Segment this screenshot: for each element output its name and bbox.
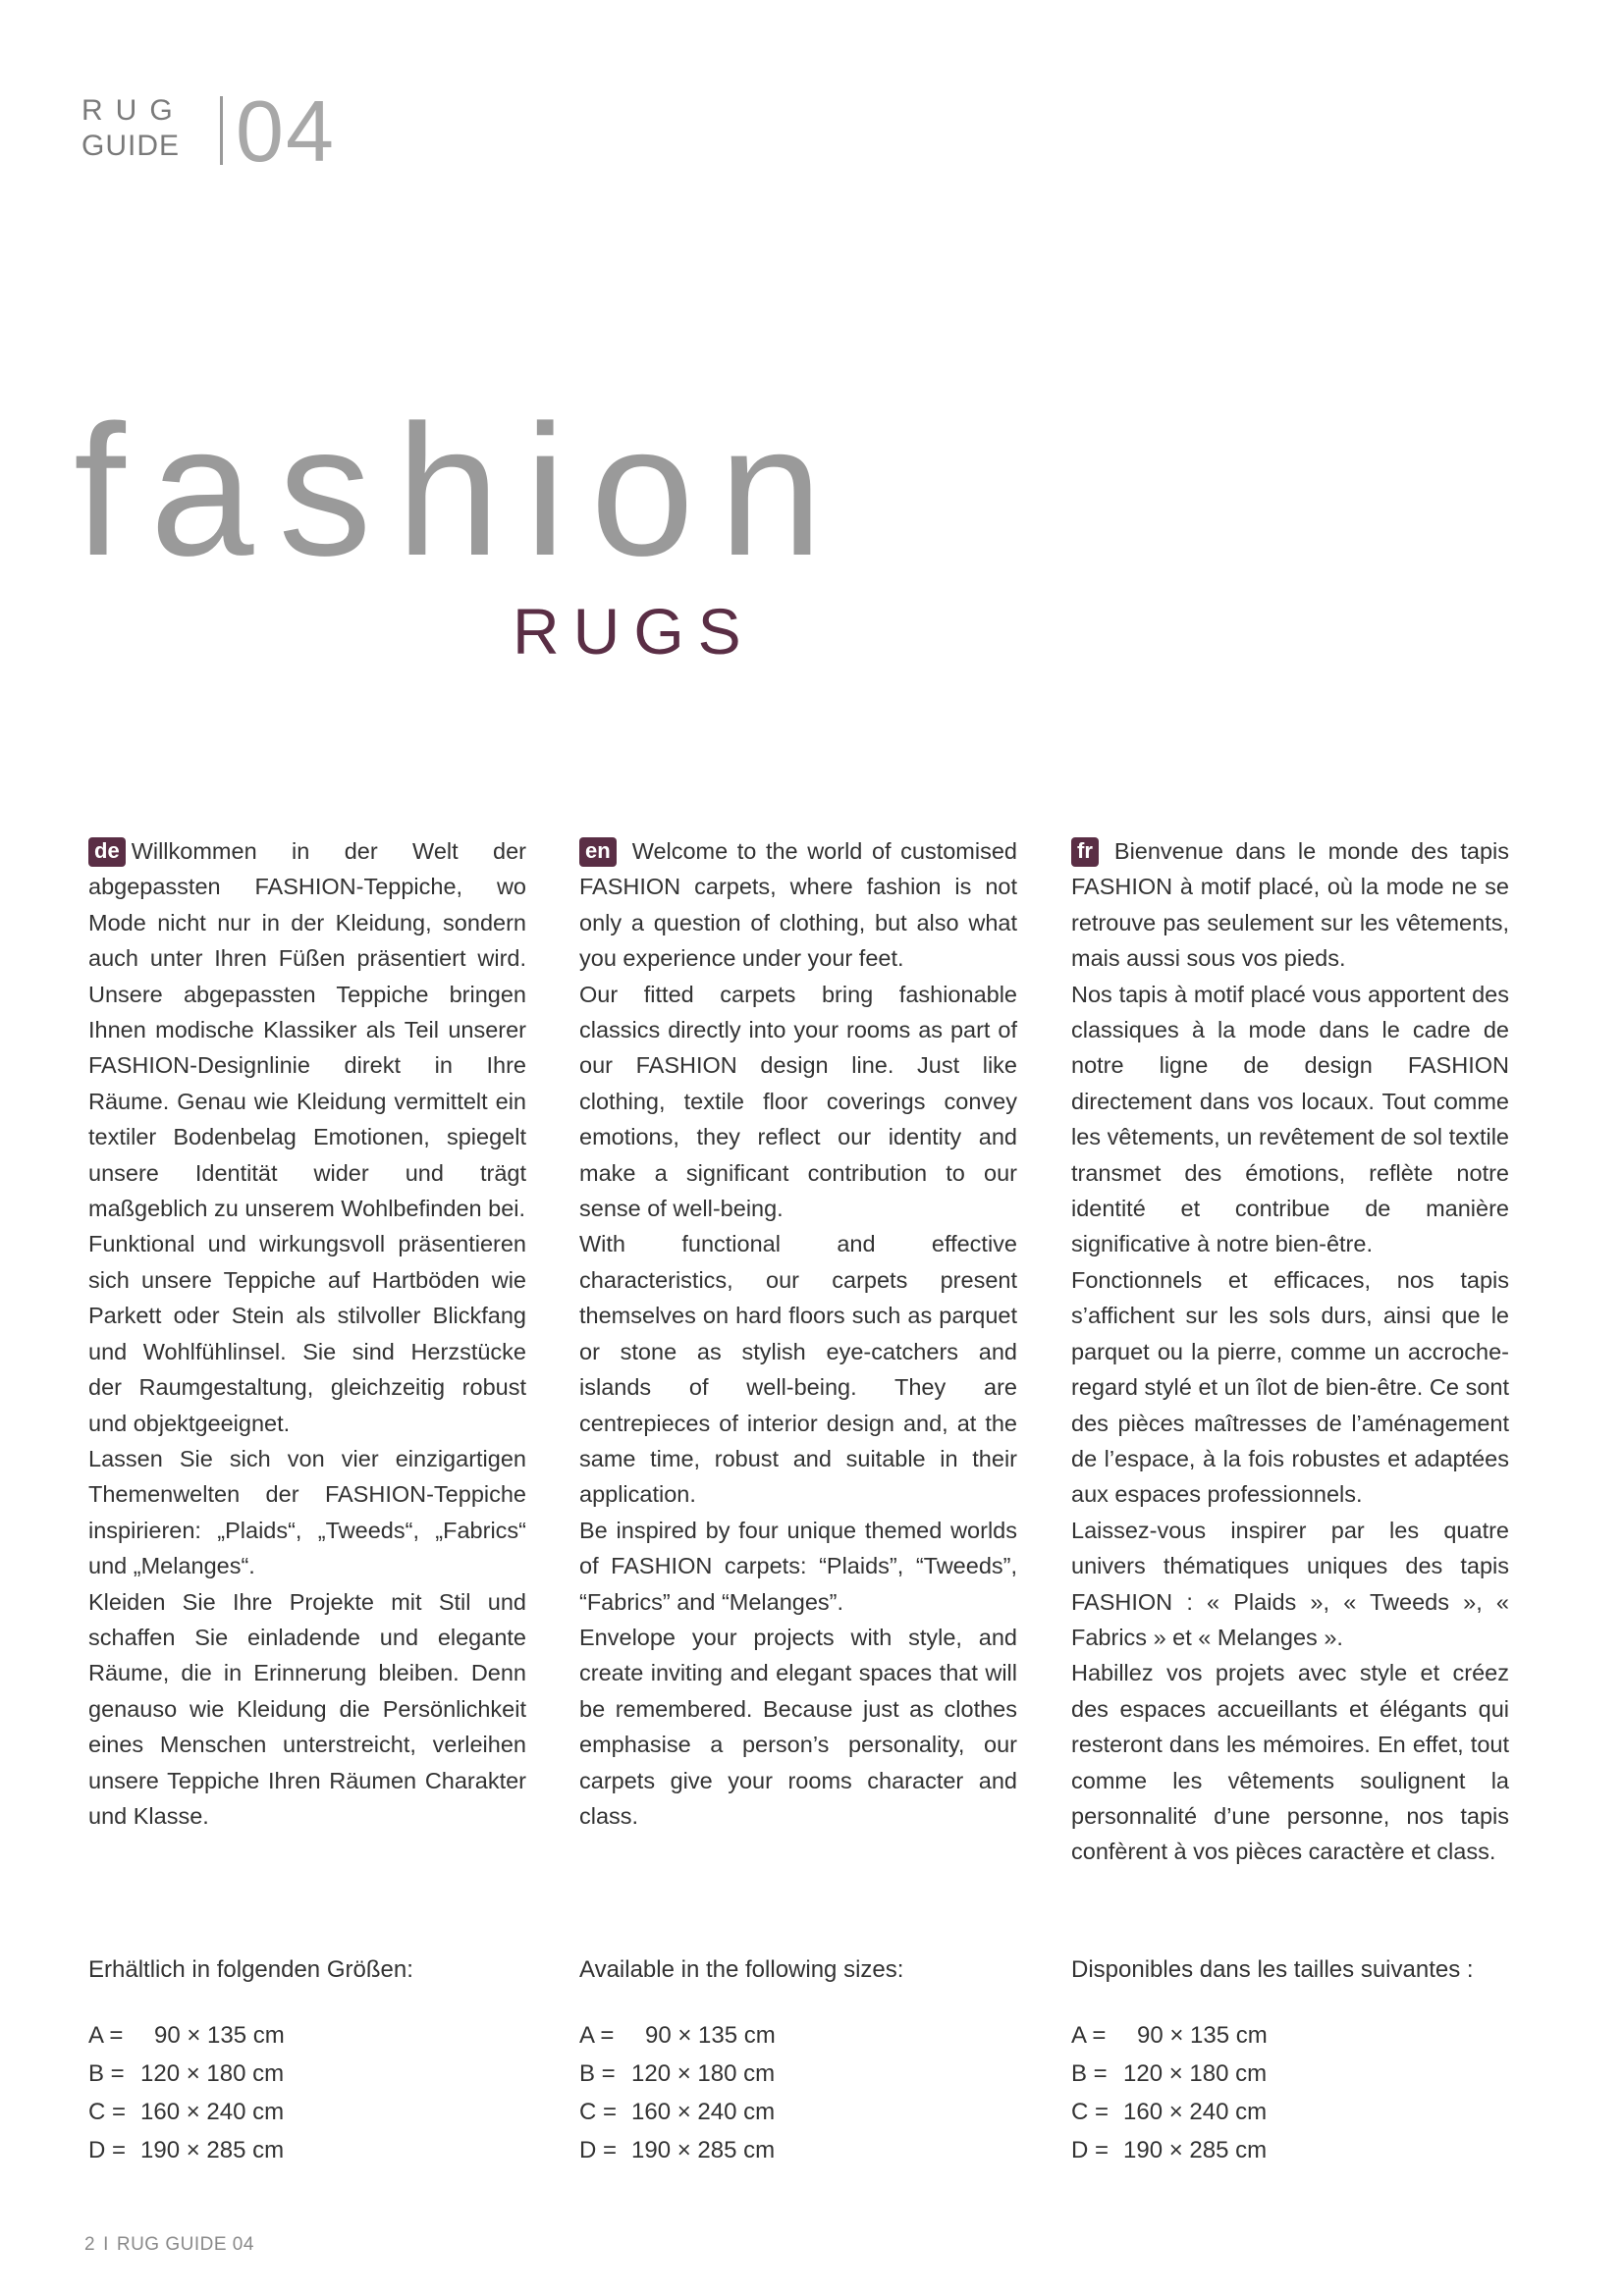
- sizes-german: [88, 1952, 526, 2169]
- column-english: [579, 833, 1017, 1834]
- size-key: C =: [1071, 2099, 1110, 2125]
- size-key: A =: [579, 2022, 615, 2049]
- page-footer: [84, 2234, 254, 2256]
- size-value: 120 × 180 cm: [1123, 2060, 1268, 2087]
- column-german: [88, 833, 526, 1834]
- sizes-heading: Erhältlich in folgenden Größen:: [88, 1956, 413, 1983]
- paragraph: [1071, 833, 1509, 977]
- paragraph: Be inspired by four unique themed worlds of FASHION carpets: “Plaids”, “Tweeds”, “Fabrics” and “Melanges”.: [579, 1517, 1017, 1615]
- header-rug-label: RUG: [81, 94, 186, 127]
- size-key: B =: [1071, 2060, 1108, 2087]
- column-body-fr: [1071, 833, 1509, 1870]
- size-row: [88, 2055, 526, 2093]
- size-value: 120 × 180 cm: [631, 2060, 776, 2087]
- sizes-english: [579, 1952, 1017, 2169]
- header-issue-number: 04: [236, 82, 336, 180]
- footer-label: RUG GUIDE 04: [116, 2234, 254, 2255]
- size-row: [88, 2016, 526, 2055]
- language-badge-en: en: [579, 837, 617, 867]
- size-value: 190 × 285 cm: [140, 2137, 285, 2163]
- size-value: 160 × 240 cm: [631, 2099, 776, 2125]
- size-value: 90 × 135 cm: [1137, 2022, 1268, 2049]
- size-row: [88, 2131, 526, 2169]
- size-key: A =: [1071, 2022, 1107, 2049]
- paragraph: Fonctionnels et efficaces, nos tapis s’affichent sur les sols durs, ainsi que le parquet ou la pierre, comme un accroche-regard stylé et un îlot de bien-être. Ce sont des pièces maîtresses de l’aménagement de l’espace, à la fois robustes et adaptées aux espaces professionnels.: [1071, 1266, 1509, 1508]
- size-key: D =: [579, 2137, 618, 2163]
- size-value: 160 × 240 cm: [140, 2099, 285, 2125]
- paragraph: Our fitted carpets bring fashionable classics directly into your rooms as part of our FASHION design line. Just like clothing, textile floor coverings convey emotions, they reflect our identity and make a significant contribution to our sense of well-being.: [579, 981, 1017, 1222]
- header-guide-label: GUIDE: [81, 130, 181, 162]
- footer-separator: I: [103, 2234, 109, 2255]
- page-title: fashion: [74, 387, 847, 595]
- size-row: [1071, 2131, 1509, 2169]
- size-value: 190 × 285 cm: [1123, 2137, 1268, 2163]
- paragraph: Laissez-vous inspirer par les quatre univers thématiques uniques des tapis FASHION : « Plaids », « Tweeds », « Fabrics » et « Melanges ».: [1071, 1517, 1509, 1650]
- paragraph: Funktional und wirkungsvoll präsentieren sich unsere Teppiche auf Hartböden wie Parkett oder Stein als stilvoller Blickfang und Wohlfühlinsel. Sie sind Herzstücke der Raumgestaltung, gleichzeitig robust und objektgeeignet.: [88, 1231, 526, 1436]
- paragraph: [88, 833, 526, 1226]
- size-row: [1071, 2016, 1509, 2055]
- sizes-heading: Disponibles dans les tailles suivantes :: [1071, 1956, 1474, 1983]
- column-french: [1071, 833, 1509, 1870]
- paragraph-text: Willkommen in der Welt der abgepassten FASHION-Teppiche, wo Mode nicht nur in der Kleidung, sondern auch unter Ihren Füßen präsentiert wird. Unsere abgepassten Teppiche bringen Ihnen modische Klassiker als Teil unserer FASHION-Designlinie direkt in Ihre Räume. Genau wie Kleidung vermittelt ein textiler Bodenbelag Emotionen, spiegelt unsere Identität wider und trägt maßgeblich zu unserem Wohlbefinden bei.: [88, 838, 526, 1222]
- column-body-en: [579, 833, 1017, 1834]
- size-key: C =: [579, 2099, 618, 2125]
- paragraph: Envelope your projects with style, and create inviting and elegant spaces that will be remembered. Because just as clothes emphasise a person’s personality, our carpets give your rooms character and class.: [579, 1624, 1017, 1829]
- size-row: [579, 2016, 1017, 2055]
- paragraph: With functional and effective characteristics, our carpets present themselves on hard floors such as parquet or stone as stylish eye-catchers and islands of well-being. They are centrepieces of interior design and, at the same time, robust and suitable in their application.: [579, 1231, 1017, 1508]
- size-key: A =: [88, 2022, 124, 2049]
- paragraph-text: Bienvenue dans le monde des tapis FASHION à motif placé, où la mode ne se retrouve pas seulement sur les vêtements, mais aussi sous vos pieds.: [1071, 838, 1509, 972]
- sizes-french: [1071, 1952, 1509, 2169]
- size-value: 90 × 135 cm: [645, 2022, 776, 2049]
- size-row: [579, 2055, 1017, 2093]
- size-value: 120 × 180 cm: [140, 2060, 285, 2087]
- size-value: 160 × 240 cm: [1123, 2099, 1268, 2125]
- page-number: 2: [84, 2234, 96, 2255]
- size-key: D =: [88, 2137, 127, 2163]
- paragraph: Nos tapis à motif placé vous apportent des classiques à la mode dans le cadre de notre ligne de design FASHION directement dans vos locaux. Tout comme les vêtements, un revêtement de sol textile transmet des émotions, reflète notre identité et contribue de manière significative à notre bien-être.: [1071, 981, 1509, 1257]
- size-row: [1071, 2055, 1509, 2093]
- size-row: [579, 2093, 1017, 2131]
- paragraph-text: Welcome to the world of customised FASHION carpets, where fashion is not only a question of clothing, but also what you experience under your feet.: [579, 838, 1017, 972]
- language-badge-fr: fr: [1071, 837, 1099, 867]
- paragraph: Kleiden Sie Ihre Projekte mit Stil und schaffen Sie einladende und elegante Räume, die in Erinnerung bleiben. Denn genauso wie Kleidung die Persönlichkeit eines Menschen unterstreicht, verleihen unsere Teppiche Ihren Räumen Charakter und Klasse.: [88, 1588, 526, 1829]
- paragraph: [579, 833, 1017, 977]
- header-divider: [220, 96, 223, 165]
- size-key: B =: [88, 2060, 125, 2087]
- page-subtitle: RUGS: [513, 595, 755, 667]
- size-row: [1071, 2093, 1509, 2131]
- paragraph: Habillez vos projets avec style et créez des espaces accueillants et élégants qui resteront dans les mémoires. En effet, tout comme les vêtements soulignent la personnalité d’une personne, nos tapis confèrent à vos pièces caractère et class.: [1071, 1660, 1509, 1865]
- size-row: [579, 2131, 1017, 2169]
- size-row: [88, 2093, 526, 2131]
- size-key: D =: [1071, 2137, 1110, 2163]
- language-badge-de: de: [88, 837, 126, 867]
- paragraph: Lassen Sie sich von vier einzigartigen Themenwelten der FASHION-Teppiche inspirieren: „Plaids“, „Tweeds“, „Fabrics“ und „Melanges“.: [88, 1445, 526, 1579]
- sizes-heading: Available in the following sizes:: [579, 1956, 904, 1983]
- column-body-de: [88, 833, 526, 1834]
- size-key: B =: [579, 2060, 616, 2087]
- size-key: C =: [88, 2099, 127, 2125]
- size-value: 90 × 135 cm: [154, 2022, 285, 2049]
- size-value: 190 × 285 cm: [631, 2137, 776, 2163]
